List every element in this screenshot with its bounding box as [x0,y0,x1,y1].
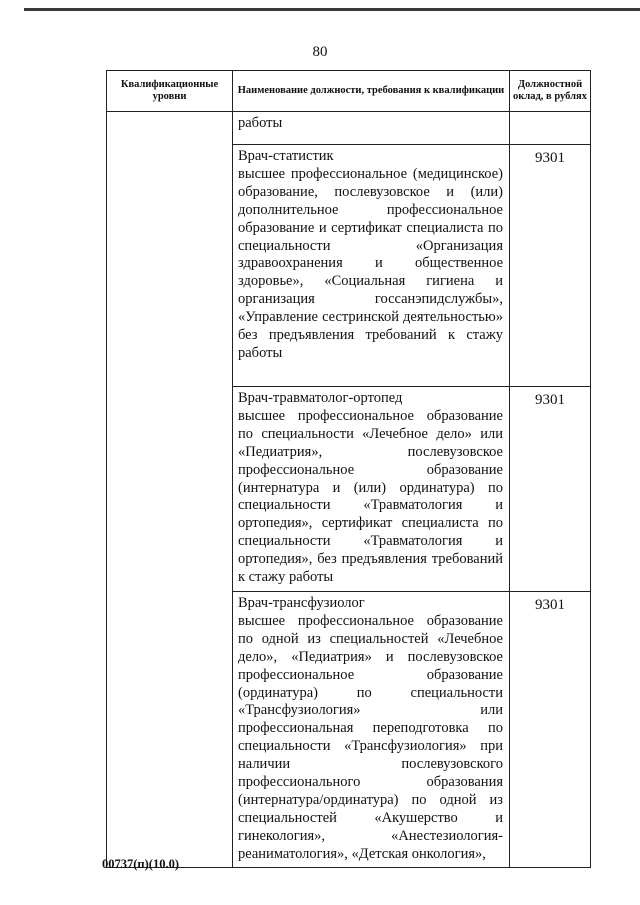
qualification-level-cell [107,112,233,868]
position-title: Врач-трансфузиолог [238,595,365,611]
document-code: 00737(п)(10.0) [102,857,179,871]
salary-value: 9301 [510,592,591,868]
position-title: Врач-статистик [238,148,334,164]
position-title: Врач-травматолог-ортопед [238,390,403,406]
position-requirements: высшее профессиональное (медицинское) образование, послевузовское и (или) дополнительное профессиональное образование и сертификат специалиста по специальности «Организация здравоохранения и общественное здоровье», «Социальная гигиена и организация госсанэпидслужбы», «Управление сестринской деятельностью» без предъявления требований к стажу работы [238,165,503,361]
continuation-salary-cell [510,112,591,145]
table-row-continuation [107,112,591,145]
qualification-table [106,70,591,868]
position-cell [233,145,510,387]
table-header-row [107,71,591,112]
position-requirements: высшее профессиональное образование по специальности «Лечебное дело» или «Педиатрия», послевузовское профессиональное образование (интернатура и (или) ординатура) по специальности «Травматология и ортопедия», сертификат специалиста по специальности «Травматология и ортопедия», без предъявления требований к стажу работы [238,407,503,586]
salary-value: 9301 [510,387,591,592]
continuation-cell [233,112,510,145]
position-cell [233,387,510,592]
header-position-requirements: Наименование должности, требования к квалификации [233,71,510,112]
salary-value: 9301 [510,145,591,387]
top-rule [24,8,640,11]
header-qualification-levels: Квалификационные уровни [107,71,233,112]
header-salary: Должностной оклад, в рублях [510,71,591,112]
position-cell [233,592,510,868]
position-requirements: высшее профессиональное образование по одной из специальностей «Лечебное дело», «Педиатрия» и послевузовское профессиональное образование (ординатура) по специальности «Трансфузиология» или профессиональная переподготовка по специальности «Трансфузиология» при наличии послевузовского профессионального образования (интернатура/ординатура) по одной из специальностей «Акушерство и гинекология», «Анестезиология-реаниматология», «Детская онкология», [238,612,503,862]
page-number: 80 [312,44,328,60]
continuation-text: работы [238,115,283,131]
